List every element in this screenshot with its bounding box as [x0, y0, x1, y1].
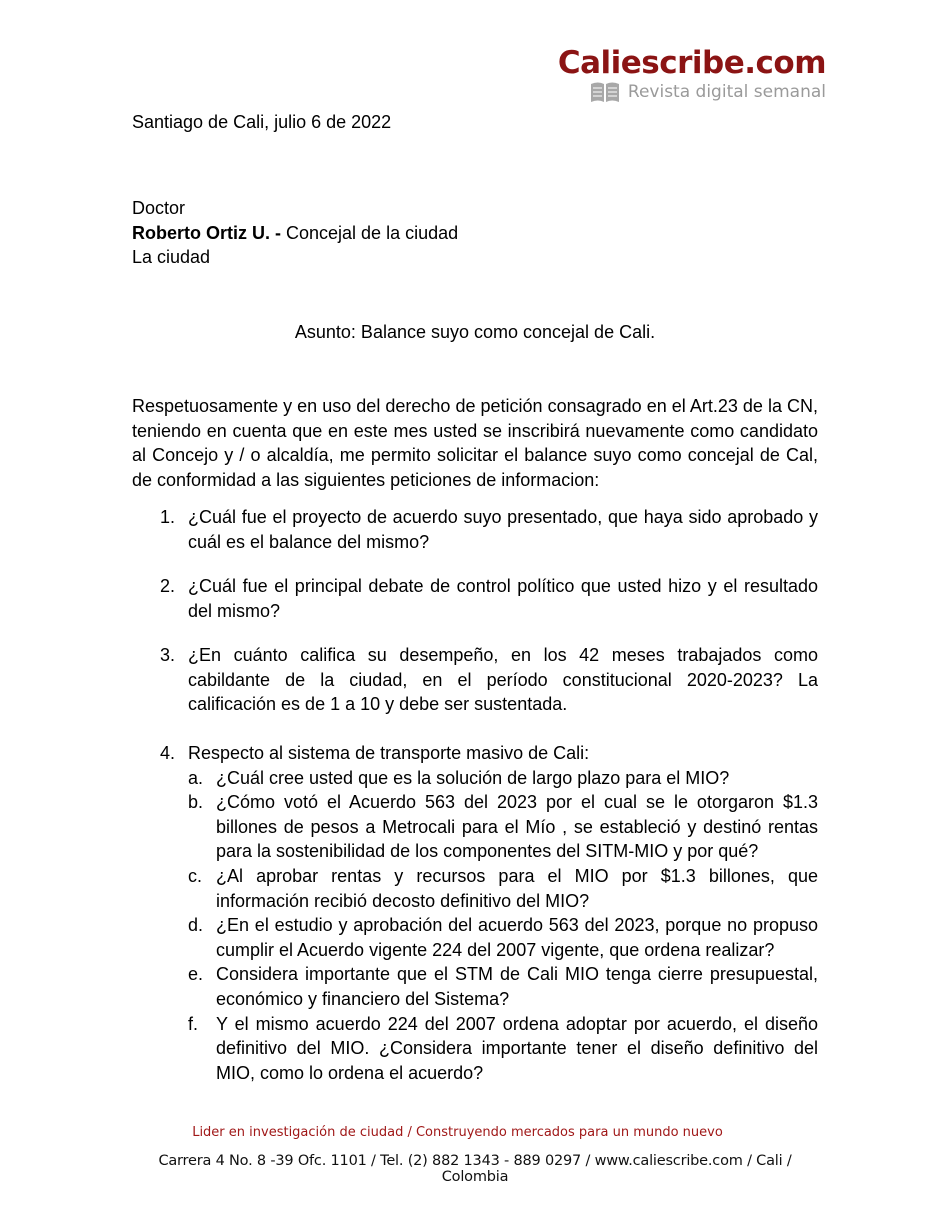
- question-number: 4.: [160, 743, 176, 763]
- footer-address: Carrera 4 No. 8 -39 Ofc. 1101 / Tel. (2) 882 1343 - 889 0297 / www.caliescribe.com / Cali / Colombia: [158, 1153, 792, 1185]
- letter-subject: Asunto: Balance suyo como concejal de Cali.: [294, 322, 656, 342]
- logo-subtitle-row: [558, 80, 826, 104]
- subquestion-letter: c.: [188, 865, 203, 886]
- salutation: Doctor: [132, 198, 186, 218]
- logo: [558, 44, 826, 104]
- subquestion-b: [188, 790, 818, 864]
- subquestion-letter: f.: [188, 1013, 199, 1034]
- question-text: ¿Cuál fue el principal debate de control político que usted hizo y el resultado del mismo?: [188, 576, 818, 621]
- subquestion-letter: d.: [188, 915, 204, 936]
- footer-tagline: Lider en investigación de ciudad / Construyendo mercados para un mundo nuevo: [192, 1125, 723, 1140]
- question-1: [160, 505, 818, 554]
- subquestion-text: ¿En el estudio y aprobación del acuerdo 563 del 2023, porque no propuso cumplir el Acuerdo vigente 224 del 2007 vigente, que ordena realizar?: [216, 915, 818, 960]
- subquestion-text: Considera importante que el STM de Cali MIO tenga cierre presupuestal, económico y financiero del Sistema?: [216, 964, 818, 1009]
- addressee-block: [132, 196, 458, 270]
- subquestion-text: ¿Cómo votó el Acuerdo 563 del 2023 por el cual se le otorgaron $1.3 billones de pesos a Metrocali para el Mío , se estableció y destinó rentas para la sostenibilidad de los componentes del SITM-MIO y por qué?: [216, 792, 818, 862]
- subquestion-f: [188, 1012, 818, 1086]
- question-number: 1.: [160, 507, 176, 527]
- question-4: [160, 741, 818, 1085]
- recipient-line: [132, 221, 458, 246]
- subquestion-letter: a.: [188, 767, 204, 788]
- subquestion-letter: e.: [188, 964, 204, 985]
- letter-date: Santiago de Cali, julio 6 de 2022: [132, 112, 392, 132]
- subquestion-d: [188, 913, 818, 962]
- recipient-role: Concejal de la ciudad: [281, 222, 459, 243]
- question-text: Respecto al sistema de transporte masivo de Cali:: [188, 743, 590, 763]
- question-number: 2.: [160, 576, 176, 596]
- subquestion-text: ¿Cuál cree usted que es la solución de largo plazo para el MIO?: [216, 767, 730, 788]
- open-book-icon: [590, 81, 620, 103]
- subquestion-a: [188, 766, 818, 791]
- subquestion-text: Y el mismo acuerdo 224 del 2007 ordena adoptar por acuerdo, el diseño definitivo del MIO. ¿Considera importante tener el diseño definitivo del MIO, como lo ordena el acuerdo?: [216, 1013, 818, 1083]
- subquestion-c: [188, 864, 818, 913]
- subquestion-letter: b.: [188, 792, 204, 813]
- question-text: ¿Cuál fue el proyecto de acuerdo suyo presentado, que haya sido aprobado y cuál es el balance del mismo?: [188, 507, 818, 552]
- question-3: [160, 643, 818, 717]
- question-number: 3.: [160, 645, 176, 665]
- logo-title: Caliescribe.com: [557, 45, 826, 81]
- recipient-name: Roberto Ortiz U. -: [132, 222, 281, 243]
- letter-intro: Respetuosamente y en uso del derecho de petición consagrado en el Art.23 de la CN, teniendo en cuenta que en este mes usted se inscribirá nuevamente como candidato al Concejo y / o alcaldía, me permito solicitar el balance suyo como concejal de Cal, de conformidad a las siguientes peticiones de informacion:: [132, 396, 818, 490]
- recipient-city: La ciudad: [132, 247, 211, 268]
- question-2: [160, 574, 818, 623]
- subquestion-e: [188, 962, 818, 1011]
- question-text: ¿En cuánto califica su desempeño, en los 42 meses trabajados como cabildante de la ciudad, en el período constitucional 2020-2023? La calificación es de 1 a 10 y debe ser sustentada.: [188, 645, 818, 715]
- logo-subtitle: Revista digital semanal: [627, 82, 826, 102]
- subquestion-text: ¿Al aprobar rentas y recursos para el MIO por $1.3 billones, que información recibió decosto definitivo del MIO?: [216, 865, 818, 911]
- question-4-body: [188, 741, 818, 1085]
